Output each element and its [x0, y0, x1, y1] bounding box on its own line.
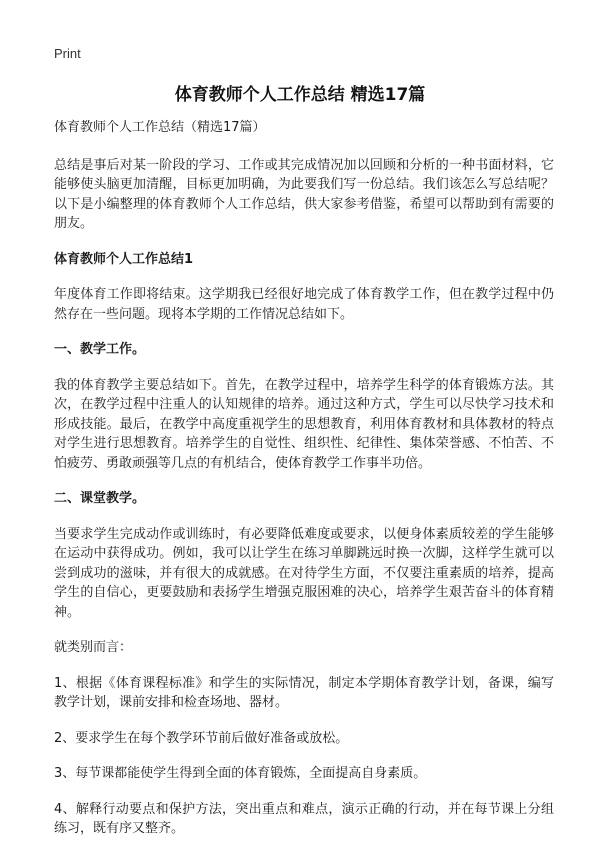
list-item: 2、要求学生在每个教学环节前后做好准备或放松。	[54, 730, 349, 746]
section-heading: 体育教师个人工作总结1	[54, 251, 194, 267]
article-subtitle: 体育教师个人工作总结（精选17篇）	[54, 120, 266, 135]
part2-heading: 二、课堂教学。	[54, 491, 146, 506]
page-title: 体育教师个人工作总结 精选17篇	[174, 85, 426, 105]
intro-paragraph: 总结是事后对某一阶段的学习、工作或其完成情况加以回顾和分析的一种书面材料，它能够使头脑更加清醒，目标更加明确，为此要我们写一份总结。我们该怎么写总结呢？以下是小编整理的体育教师个人工作总结，供大家参考借鉴，希望可以帮助到有需要的朋友。	[54, 157, 554, 231]
section-intro-paragraph: 年度体育工作即将结束。这学期我已经很好地完成了体育教学工作，但在教学过程中仍然存在一些问题。现将本学期的工作情况总结如下。	[54, 287, 554, 322]
list-item: 1、根据《体育课程标准》和学生的实际情况，制定本学期体育教学计划，备课，编写教学计划，课前安排和检查场地、器材。	[54, 675, 554, 710]
part1-heading: 一、教学工作。	[54, 342, 146, 357]
list-item: 4、解释行动要点和保护方法，突出重点和难点，演示正确的行动，并在每节课上分组练习，既有序又整齐。	[54, 801, 554, 836]
part2-paragraph: 当要求学生完成动作或训练时，有必要降低难度或要求，以便身体素质较差的学生能够在运动中获得成功。例如，我可以让学生在练习单脚跳远时换一次脚，这样学生就可以尝到成功的滋味，并有很大的成就感。在对待学生方面，不仅要注重素质的培养，提高学生的自信心，更要鼓励和表扬学生增强克服困难的决心，培养学生艰苦奋斗的体育精神。	[54, 526, 554, 620]
part1-paragraph: 我的体育教学主要总结如下。首先，在教学过程中，培养学生科学的体育锻炼方法。其次，在教学过程中注重人的认知规律的培养。通过这种方式，学生可以尽快学习技术和形成技能。最后，在教学中高度重视学生的思想教育，利用体育教材和具体教材的特点对学生进行思想教育。培养学生的自觉性、组织性、纪律性、集体荣誉感、不怕苦、不怕疲劳、勇敢顽强等几点的有机结合，使体育教学工作事半功倍。	[54, 377, 554, 471]
article-body	[54, 118, 554, 855]
part2-summary: 就类别而言：	[54, 640, 133, 655]
list-item: 3、每节课都能使学生得到全面的体育锻炼，全面提高自身素质。	[54, 766, 427, 781]
print-label: Print	[54, 46, 81, 61]
